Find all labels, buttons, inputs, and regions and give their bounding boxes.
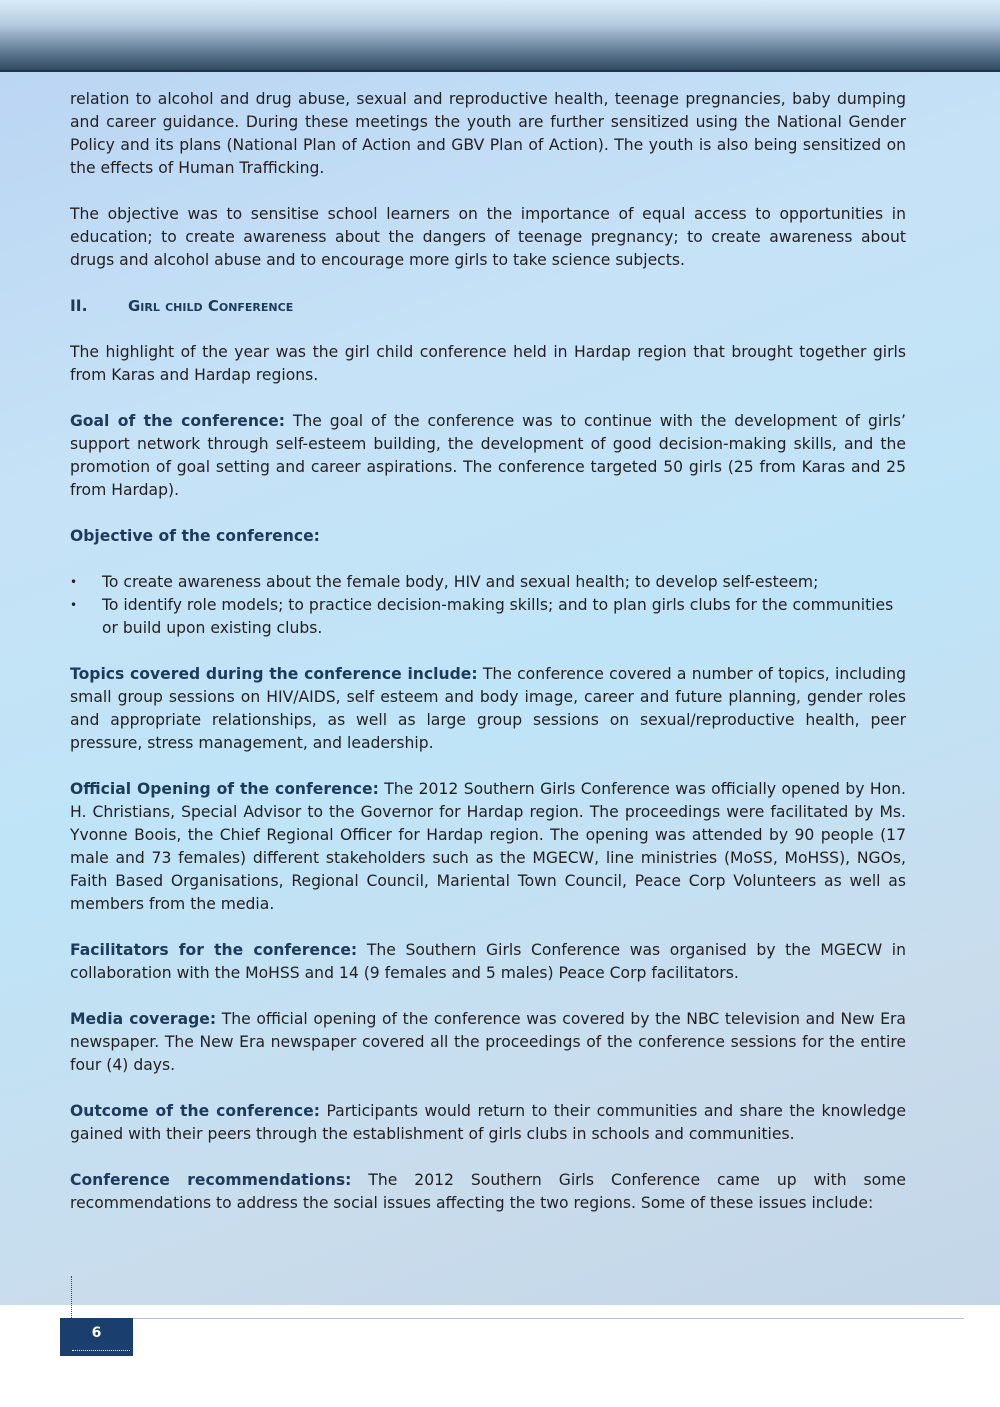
list-item-text: To identify role models; to practice decision-making skills; and to plan girls clubs for the communities or build upon existing clubs. [102, 596, 894, 637]
section-number: II. [70, 297, 88, 315]
section-title: Girl child Conference [128, 297, 294, 315]
objective-heading [70, 525, 906, 548]
footer-dotted-rule [71, 1276, 72, 1318]
highlight-paragraph: The highlight of the year was the girl child conference held in Hardap region that brought together girls from Karas and Hardap regions. [70, 343, 906, 384]
outcome-text: Participants would return to their communities and share the knowledge gained with their peers through the establishment of girls clubs in schools and communities. [70, 1102, 906, 1143]
facilitators-paragraph [70, 939, 906, 985]
opening-label: Official Opening of the conference: [70, 780, 379, 798]
recommendations-label: Conference recommendations: [70, 1171, 352, 1189]
page-number-badge [60, 1318, 133, 1356]
media-text: The official opening of the conference was covered by the NBC television and New Era newspaper. The New Era newspaper covered all the proceedings of the conference sessions for the entire four (4) days. [70, 1010, 906, 1074]
objective-list [70, 571, 906, 640]
page-number: 6 [91, 1325, 102, 1341]
outcome-label: Outcome of the conference: [70, 1102, 320, 1120]
list-item-text: To create awareness about the female body, HIV and sexual health; to develop self-esteem; [102, 573, 819, 591]
footer-divider [60, 1318, 964, 1319]
topics-text: The conference covered a number of topics, including small group sessions on HIV/AIDS, self esteem and body image, career and future planning, gender roles and appropriate relationships, as well as large group sessions on sexual/reproductive health, peer pressure, stress management, and leadership. [70, 665, 907, 752]
header-bar [0, 0, 1000, 72]
goal-text: The goal of the conference was to continue with the development of girls’ support network through self-esteem building, the development of good decision-making skills, and the promotion of goal setting and career aspirations. The conference targeted 50 girls (25 from Karas and 25 from Hardap). [70, 412, 907, 499]
list-item [70, 571, 906, 594]
list-item [70, 594, 906, 640]
goal-paragraph [70, 410, 906, 502]
section-heading [70, 295, 906, 318]
recommendations-paragraph [70, 1169, 906, 1215]
objective-schools-paragraph: The objective was to sensitise school learners on the importance of equal access to opportunities in education; to create awareness about the dangers of teenage pregnancy; to create awareness about drugs and alcohol abuse and to encourage more girls to take science subjects. [70, 205, 906, 269]
bullet-icon: • [70, 598, 78, 612]
topics-label: Topics covered during the conference include: [70, 665, 478, 683]
facilitators-label: Facilitators for the conference: [70, 941, 358, 959]
outcome-paragraph [70, 1100, 906, 1146]
facilitators-text: The Southern Girls Conference was organised by the MGECW in collaboration with the MoHSS and 14 (9 females and 5 males) Peace Corp facilitators. [70, 941, 906, 982]
page-number-dots [72, 1350, 130, 1351]
topics-paragraph [70, 663, 906, 755]
media-paragraph [70, 1008, 906, 1077]
goal-label: Goal of the conference: [70, 412, 285, 430]
opening-text: The 2012 Southern Girls Conference was officially opened by Hon. H. Christians, Special Advisor to the Governor for Hardap region. The proceedings were facilitated by Ms. Yvonne Boois, the Chief Regional Officer for Hardap region. The opening was attended by 90 people (17 male and 73 females) different stakeholders such as the MGECW, line ministries (MoSS, MoHSS), NGOs, Faith Based Organisations, Regional Council, Mariental Town Council, Peace Corp Volunteers as well as members from the media. [70, 780, 906, 913]
intro-paragraph: relation to alcohol and drug abuse, sexual and reproductive health, teenage pregnancies, baby dumping and career guidance. During these meetings the youth are further sensitized using the National Gender Policy and its plans (National Plan of Action and GBV Plan of Action). The youth is also being sensitized on the effects of Human Trafficking. [70, 90, 906, 177]
media-label: Media coverage: [70, 1010, 217, 1028]
opening-paragraph [70, 778, 906, 916]
bullet-icon: • [70, 575, 78, 589]
page-content [70, 88, 906, 1238]
recommendations-text: The 2012 Southern Girls Conference came up with some recommendations to address the social issues affecting the two regions. Some of these issues include: [70, 1171, 906, 1212]
objective-label: Objective of the conference: [70, 527, 320, 545]
